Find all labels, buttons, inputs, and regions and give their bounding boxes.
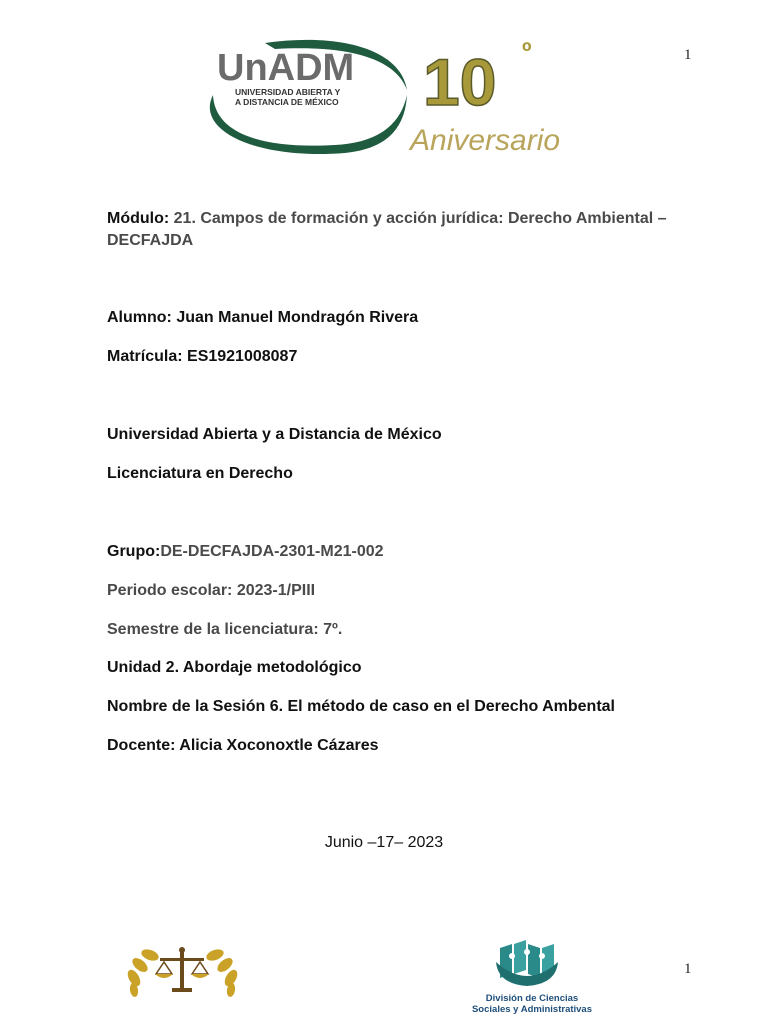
grupo-label: Grupo: [107, 543, 161, 560]
modulo-value: 21. Campos de formación y acción jurídica: Derecho Ambiental – DECFAJDA [107, 210, 667, 249]
unadm-logo [195, 35, 580, 170]
page-number-bottom: 1 [684, 961, 692, 977]
anniversary-degree: º [522, 36, 532, 66]
anniversary-number: 10 [423, 45, 497, 119]
universidad-line: Universidad Abierta y a Distancia de México [107, 426, 442, 443]
dcsa-logo [452, 940, 612, 1016]
justice-scales-logo [120, 938, 245, 1000]
dcsa-line2: Sociales y Administrativas [471, 1004, 593, 1015]
sesion-line: Nombre de la Sesión 6. El método de caso en el Derecho Ambental [107, 698, 615, 715]
laurel-left-icon [125, 947, 160, 997]
docente-line: Docente: Alicia Xoconoxtle Cázares [107, 737, 379, 754]
brand-line1: UNIVERSIDAD ABIERTA Y [235, 87, 341, 97]
matricula-line: Matrícula: ES1921008087 [107, 348, 298, 365]
scales-icon [155, 947, 209, 992]
semestre-line: Semestre de la licenciatura: 7º. [107, 621, 343, 638]
licenciatura-line: Licenciatura en Derecho [107, 465, 293, 482]
grupo-value: DE-DECFAJDA-2301-M21-002 [160, 543, 384, 560]
alumno-line: Alumno: Juan Manuel Mondragón Rivera [107, 309, 419, 326]
anniversary-word: Aniversario [410, 124, 561, 157]
modulo-line [107, 208, 667, 252]
brand-text: UnADM [217, 47, 355, 89]
dcsa-emblem-icon [496, 940, 558, 986]
page-number-top: 1 [684, 47, 692, 63]
periodo-line: Periodo escolar: 2023-1/PIII [107, 582, 316, 599]
date-line: Junio –17– 2023 [324, 834, 444, 851]
brand-line2: A DISTANCIA DE MÉXICO [235, 97, 339, 107]
laurel-right-icon [205, 947, 240, 997]
unidad-line: Unidad 2. Abordaje metodológico [107, 659, 362, 676]
modulo-label: Módulo: [107, 210, 170, 227]
grupo-line [107, 543, 384, 561]
dcsa-line1: División de Ciencias [485, 993, 579, 1004]
